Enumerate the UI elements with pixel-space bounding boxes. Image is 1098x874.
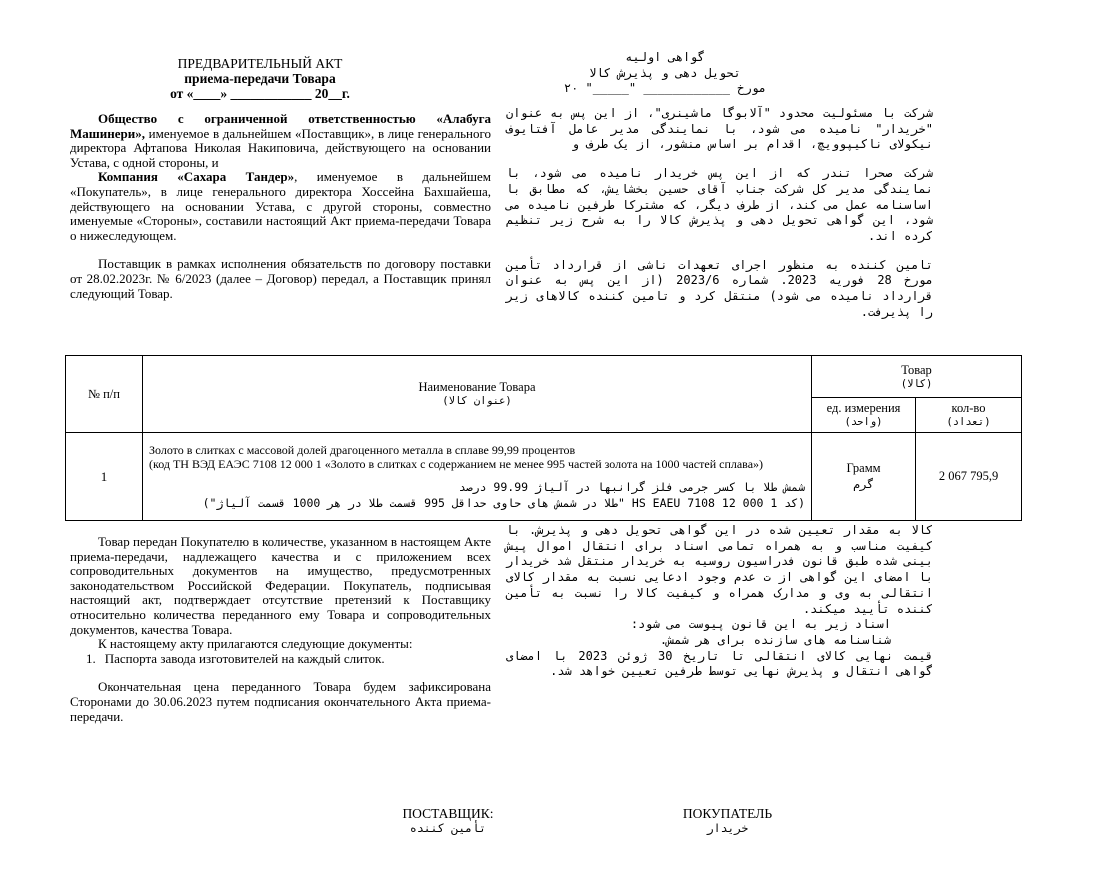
header-cell-goods-group xyxy=(812,356,1022,398)
title-block-fa xyxy=(505,50,825,97)
header-unit-ru: ед. измерения xyxy=(826,401,901,415)
intro-ru-p2-text: , именуемое в дальнейшем «Покупатель», в лице генерального директора Хоссейна Бахшайеша, действующего на основании Устава, с другой стороны, совместно именуемые «Стороны», составили настоящий Акт приема-передачи Товара о нижеследующем. xyxy=(70,169,491,243)
intro-ru-paragraph-1 xyxy=(70,112,491,170)
intro-ru-paragraph-3 xyxy=(70,257,491,301)
title-ru-line2: приема-передачи Товара xyxy=(184,71,336,86)
closing-fa-paragraph-3: شناسنامه های سازنده برای هر شمش. xyxy=(659,632,891,647)
description-fa-line2: (کد HS EAEU 7108 12 000 1 "طلا در شمش های حاوی حداقل 995 قسمت طلا در هر 1000 قسمت آلیاژ") xyxy=(202,495,805,510)
row-unit-cell xyxy=(812,433,916,521)
goods-table-header-row-1 xyxy=(66,356,1022,398)
closing-ru-paragraph-1: Товар передан Покупателю в количестве, указанном в настоящем Акте приема-передачи, надлежащего качества и с приложением всех сопроводительных документов на имущество, предусмотренных законодательством Российской Федерации. Покупатель, подписывая настоящий акт, подтверждает отсутствие претензий к Поставщику относительно количества переданного ему Товара и сопроводительных документов, качества Товара. xyxy=(70,534,491,637)
row-description-cell xyxy=(143,433,812,521)
buyer-label-fa: خریدار xyxy=(706,821,749,835)
intro-ru-p3-text: Поставщик в рамках исполнения обязательств по договору поставки от 28.02.2023г. № 6/2023 (далее – Договор) передал, а Поставщик принял следующий Товар. xyxy=(70,256,491,301)
row-num-cell: 1 xyxy=(66,433,143,521)
goods-table xyxy=(65,355,1022,521)
closing-fa-paragraph-1: کالا به مقدار تعیین شده در این گواهی تحویل دهی و پذیرش. با کیفیت مناسب و به همراه تمامی اسناد برای انتقال اموال پیش بینی شده طبق قانون فدراسیون روسیه به خریدار منتقل شد خریدار با امضای این گواهی از ت عدم وجود ادعایی نسبت به مقدار کالای انتقالی به وی و مدارک همراه و کیفیت کالا را نسبت به تأمین کننده تأیید میکند. xyxy=(506,523,933,616)
title-block-ru xyxy=(70,56,450,101)
signature-block-supplier xyxy=(368,806,528,835)
intro-fa-paragraph-3: تامین کننده به منظور اجرای تعهدات ناشی از قرارداد تأمین مورخ 28 فوریه 2023. شماره 2023/6 (از این پس به عنوان قرارداد نامیده می شود) منتقل کرد و تامین کننده کالاهای زیر را پذیرفت. xyxy=(506,257,934,319)
intro-ru-paragraph-2 xyxy=(70,170,491,243)
header-unit-fa: (واحد) xyxy=(844,416,883,428)
goods-table-row xyxy=(66,433,1022,521)
description-ru-line2: (код ТН ВЭД ЕАЭС 7108 12 000 1 «Золото в слитках с содержанием не менее 995 частей золота на 1000 частей сплава») xyxy=(149,457,764,471)
header-name-ru: Наименование Товара xyxy=(418,380,536,394)
closing-ru-paragraph-3: Окончательная цена переданного Товара будем зафиксирована Сторонами до 30.06.2023 путем подписания окончательного Акта приема-передачи. xyxy=(70,679,491,724)
closing-ru xyxy=(70,535,491,724)
list-item-number: 1. xyxy=(86,650,96,666)
supplier-label-ru: ПОСТАВЩИК: xyxy=(402,806,494,821)
intro-fa xyxy=(506,106,933,320)
intro-ru xyxy=(70,112,491,301)
row-quantity-cell: 2 067 795,9 xyxy=(916,433,1022,521)
header-qty-fa: (تعداد) xyxy=(946,416,991,428)
title-ru-date-line: от «____» ____________ 20__г. xyxy=(170,86,350,101)
closing-fa xyxy=(506,523,933,680)
header-cell-num xyxy=(66,356,143,433)
title-ru-line1: ПРЕДВАРИТЕЛЬНЫЙ АКТ xyxy=(177,56,343,71)
intro-fa-paragraph-2: شرکت صحرا تندر که از این پس خریدار نامیده می شود، با نمایندگی مدیر کل شرکت جناب آقای حسین بخشایش، که مطابق با اساسنامه عمل می کند، از طرف دیگر، که مشترکا طرفین نامیده می شود، این گواهی تحویل دهی و پذیرش کالا را به شرح زیر تنظیم کرده اند. xyxy=(506,166,933,243)
intro-ru-p1-text: именуемое в дальнейшем «Поставщик», в лице генерального директора Афтапова Николая Накиповича, действующего на основании Устава, с одной стороны, и xyxy=(70,125,491,170)
header-name-fa: (عنوان کالا) xyxy=(442,395,512,407)
buyer-label-ru: ПОКУПАТЕЛЬ xyxy=(682,806,773,821)
closing-ru-list-item xyxy=(86,652,491,667)
signature-block-buyer xyxy=(645,806,810,835)
closing-ru-paragraph-2: К настоящему акту прилагаются следующие документы: xyxy=(98,636,413,652)
description-ru-line1: Золото в слитках с массовой долей драгоценного металла в сплаве 99,99 процентов xyxy=(149,442,576,457)
header-qty-ru: кол-во xyxy=(951,401,986,415)
closing-fa-paragraph-4: قیمت نهایی کالای انتقالی تا تاریخ 30 ژوئن 2023 با امضای گواهی انتقال و پذیرش نهایی توسط طرفین تعیین خواهد شد. xyxy=(506,648,933,679)
unit-fa: گرم xyxy=(853,477,874,491)
title-fa-line2: تحویل دهی و پذیرش کالا xyxy=(589,65,741,80)
header-cell-name xyxy=(143,356,812,433)
description-fa-line1: شمش طلا با کسر جرمی فلز گرانبها در آلیاژ 99.99 درصد xyxy=(458,479,805,494)
closing-fa-paragraph-2: اسناد زیر به این قانون پیوست می شود: xyxy=(630,617,891,632)
header-num-label: № п/п xyxy=(88,387,120,401)
intro-ru-p2-bold: Компания «Сахара Тандер» xyxy=(98,169,295,185)
intro-ru-p1-bold: Общество с ограниченной ответственностью «Алабуга Машинери», xyxy=(70,111,491,141)
supplier-label-fa: تأمین کننده xyxy=(409,821,487,835)
header-group-fa: (کالا) xyxy=(900,377,933,390)
header-group-ru: Товар xyxy=(901,362,932,377)
intro-fa-paragraph-1: شرکت با مسئولیت محدود "آلابوگا ماشینری"، از این پس به عنوان "خریدار" نامیده می شود، با نمایندگی مدیر عامل آفتایوف نیکولای ناکیپوویچ، اقدام بر اساس منشور، از یک طرف و xyxy=(506,106,933,152)
title-fa-date-line: مورخ ____________ "_____" ۲۰ xyxy=(563,81,767,95)
header-cell-qty xyxy=(916,398,1022,433)
unit-ru: Грамм xyxy=(846,461,881,475)
header-cell-unit xyxy=(812,398,916,433)
title-fa-line1: گواهی اولیه xyxy=(625,50,705,64)
list-item-text: Паспорта завода изготовителей на каждый слиток. xyxy=(104,650,385,666)
